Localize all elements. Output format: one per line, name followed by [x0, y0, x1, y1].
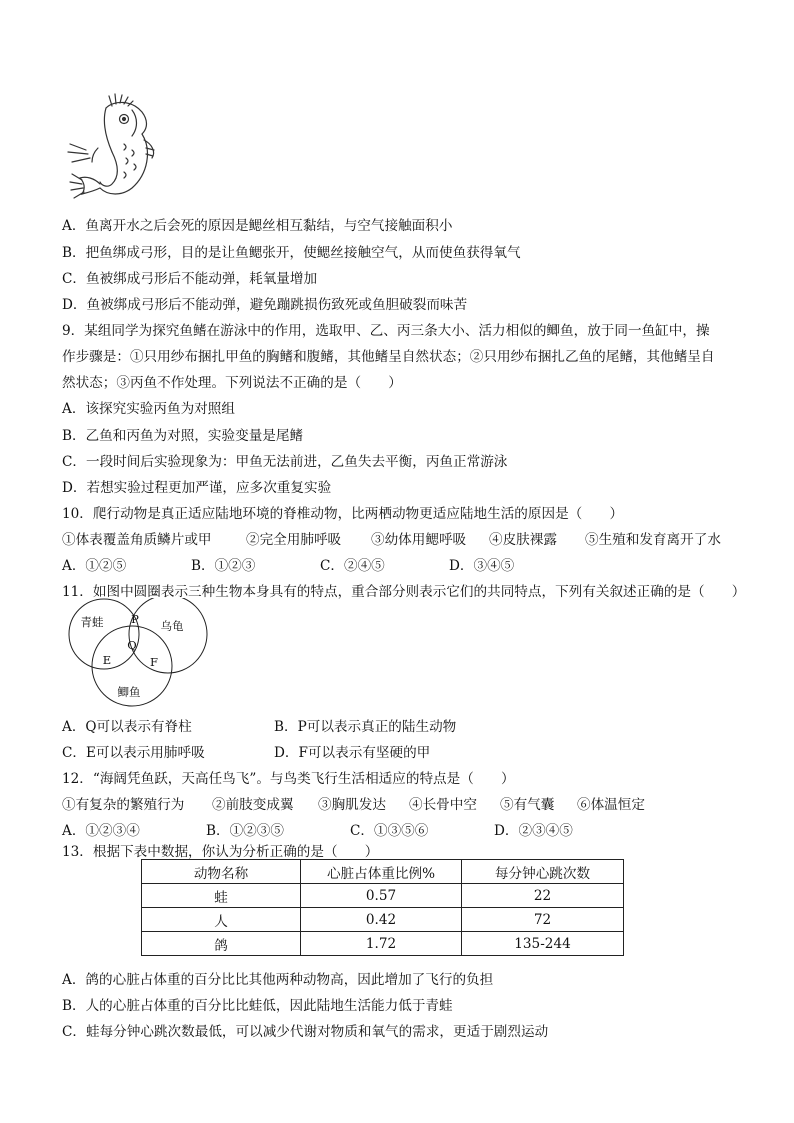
table-cell: 1.72 — [301, 932, 462, 956]
q12-options — [62, 822, 573, 840]
q10-statement-5: ⑤生殖和发育离开了水 — [585, 532, 721, 548]
venn-label-frog: 青蛙 — [80, 615, 104, 629]
q13-option-c: C．蛙每分钟心跳次数最低，可以减少代谢对物质和氧气的需求，更适于剧烈运动 — [62, 1024, 549, 1040]
table-row — [142, 932, 624, 956]
q8-option-c: C．鱼被绑成弓形后不能动弹，耗氧量增加 — [62, 271, 318, 287]
q13-option-b: B．人的心脏占体重的百分比比蛙低，因此陆地生活能力低于青蛙 — [62, 998, 453, 1014]
table-header-heart-rate: 每分钟心跳次数 — [462, 860, 624, 884]
q8-option-d: D．鱼被绑成弓形后不能动弹，避免蹦跳损伤致死或鱼胆破裂而味苦 — [62, 297, 468, 313]
venn-label-crucian: 鲫鱼 — [117, 685, 141, 699]
table-cell: 0.42 — [301, 908, 462, 932]
q10-statement-2: ②完全用肺呼吸 — [246, 532, 342, 548]
q10-option-a: A．①②⑤ — [62, 558, 127, 574]
venn-label-turtle: 乌龟 — [160, 619, 184, 633]
q9-option-c: C．一段时间后实验现象为：甲鱼无法前进，乙鱼失去平衡，丙鱼正常游泳 — [62, 454, 508, 470]
table-cell: 人 — [142, 908, 301, 932]
table-row — [142, 908, 624, 932]
venn-label-e: E — [102, 653, 112, 667]
q10-options — [62, 557, 514, 575]
q12-option-b: B．①②③⑤ — [206, 823, 284, 839]
q11-option-a: A．Q可以表示有脊柱 — [62, 719, 192, 735]
q8-option-a: A．鱼离开水之后会死的原因是鳃丝相互黏结，与空气接触面积小 — [62, 218, 453, 234]
curled-fish-illustration — [62, 92, 162, 204]
table-cell: 72 — [462, 908, 624, 932]
table-header-heart-ratio: 心脏占体重比例% — [301, 860, 462, 884]
q11-option-c: C．E可以表示用肺呼吸 — [62, 745, 205, 761]
q8-option-b: B．把鱼绑成弓形，目的是让鱼鳃张开，使鳃丝接触空气，从而使鱼获得氧气 — [62, 245, 521, 261]
q12-option-c: C．①③⑤⑥ — [350, 823, 429, 839]
venn-label-q: Q — [127, 638, 137, 652]
q12-statement-2: ②前肢变成翼 — [212, 797, 294, 813]
q10-option-d: D．③④⑤ — [449, 558, 515, 574]
q10-statement-1: ①体表覆盖角质鳞片或甲 — [62, 532, 212, 548]
q12-option-a: A．①②③④ — [62, 823, 140, 839]
q10-option-c: C．②④⑤ — [320, 558, 385, 574]
q9-stem-line-1: 9．某组同学为探究鱼鳍在游泳中的作用，选取甲、乙、丙三条大小、活力相似的鲫鱼，放于同一鱼缸中，操 — [62, 323, 710, 339]
venn-label-p: P — [131, 612, 139, 626]
q10-statement-4: ④皮肤裸露 — [489, 532, 557, 548]
q9-stem-line-3: 然状态；③丙鱼不作处理。下列说法不正确的是（ ） — [62, 375, 402, 391]
heart-data-table — [141, 859, 624, 956]
q13-stem: 13．根据下表中数据，你认为分析正确的是（ ） — [62, 844, 379, 860]
q12-statement-3: ③胸肌发达 — [318, 797, 386, 813]
q11-stem: 11．如图中圆圈表示三种生物本身具有的特点，重合部分则表示它们的共同特点，下列有关叙述正确的是（ ） — [62, 584, 746, 600]
table-cell: 鸽 — [142, 932, 301, 956]
venn-label-f: F — [150, 655, 158, 669]
q11-options-row-2 — [62, 744, 430, 762]
q12-statement-1: ①有复杂的繁殖行为 — [62, 797, 185, 813]
q12-option-d: D．②③④⑤ — [494, 823, 573, 839]
venn-diagram — [62, 598, 212, 708]
q12-statement-5: ⑤有气囊 — [500, 797, 555, 813]
q11-options-row-1 — [62, 718, 456, 736]
q10-statements — [62, 531, 721, 549]
q10-statement-3: ③幼体用鳃呼吸 — [371, 532, 467, 548]
q9-option-d: D．若想实验过程更加严谨，应多次重复实验 — [62, 480, 332, 496]
q11-option-b: B．P可以表示真正的陆生动物 — [274, 719, 457, 735]
table-row — [142, 884, 624, 908]
q12-statement-4: ④长骨中空 — [409, 797, 477, 813]
q12-statement-6: ⑥体温恒定 — [577, 797, 645, 813]
table-header-animal: 动物名称 — [142, 860, 301, 884]
q9-option-a: A．该探究实验丙鱼为对照组 — [62, 401, 235, 417]
q10-option-b: B．①②③ — [191, 558, 256, 574]
q13-option-a: A．鸽的心脏占体重的百分比比其他两种动物高，因此增加了飞行的负担 — [62, 972, 494, 988]
q12-statements — [62, 796, 645, 814]
table-cell: 0.57 — [301, 884, 462, 908]
q10-stem: 10．爬行动物是真正适应陆地环境的脊椎动物，比两栖动物更适应陆地生活的原因是（ ） — [62, 506, 624, 522]
q11-option-d: D．F可以表示有坚硬的甲 — [274, 745, 431, 761]
table-cell: 蛙 — [142, 884, 301, 908]
q9-option-b: B．乙鱼和丙鱼为对照，实验变量是尾鳍 — [62, 428, 304, 444]
table-cell: 22 — [462, 884, 624, 908]
table-header-row — [142, 860, 624, 884]
q12-stem: 12．“海阔凭鱼跃，天高任鸟飞”。与鸟类飞行生活相适应的特点是（ ） — [62, 771, 515, 787]
table-cell: 135-244 — [462, 932, 624, 956]
q9-stem-line-2: 作步骤是：①只用纱布捆扎甲鱼的胸鳍和腹鳍，其他鳍呈自然状态；②只用纱布捆扎乙鱼的尾鳍，其他鳍呈自 — [62, 349, 715, 365]
venn-circle-turtle — [129, 598, 207, 673]
